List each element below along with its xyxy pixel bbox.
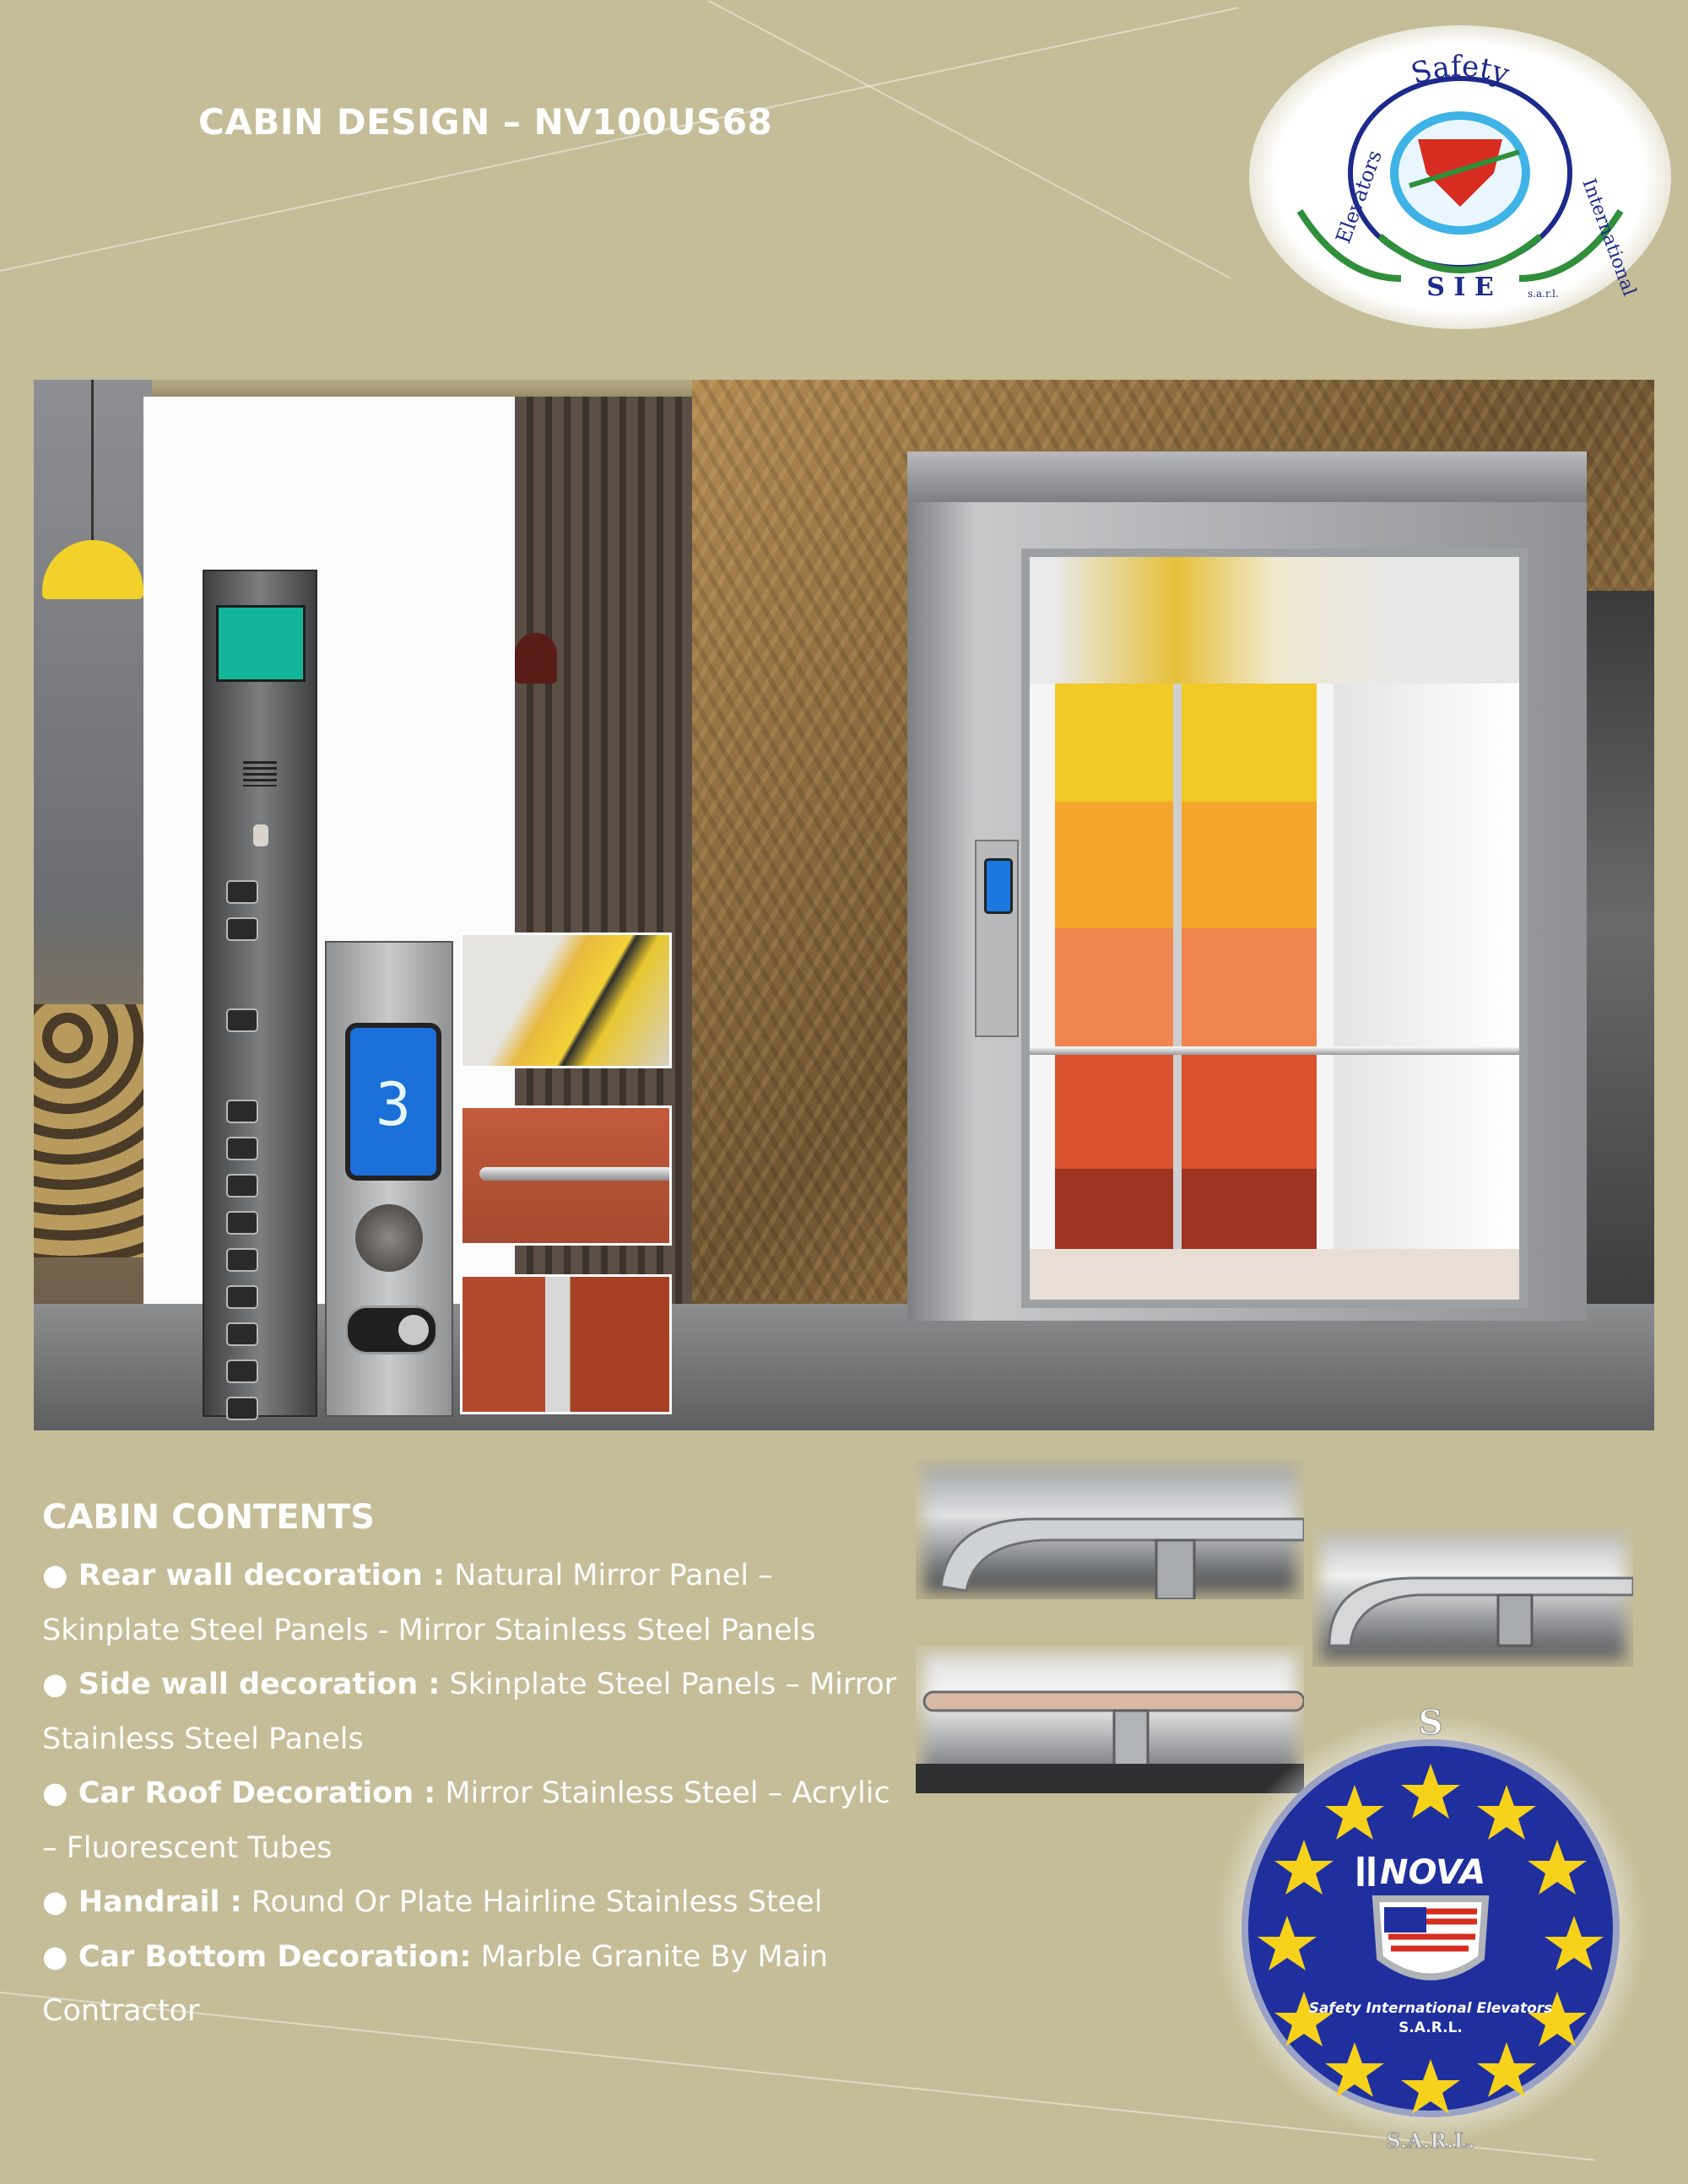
page-title: CABIN DESIGN – NV100US68: [198, 101, 773, 143]
elevator-cabin: [1021, 549, 1528, 1308]
wall-panel-yellow: [1055, 684, 1317, 802]
item-text: Natural Mirror Panel – Skinplate Steel Panels - Mirror Stainless Steel Panels: [42, 1559, 816, 1647]
cop-button: [226, 917, 258, 941]
item-label: Car Roof Decoration :: [78, 1776, 436, 1810]
hero-collage: [34, 380, 1654, 1430]
bullet: ●: [42, 1668, 68, 1701]
cop-button: [226, 1322, 258, 1346]
item-label: Rear wall decoration :: [78, 1559, 445, 1592]
nova-badge-logo: [1215, 1705, 1654, 2152]
item-text: Marble Granite By Main Contractor: [42, 1939, 828, 2028]
bullet: ●: [42, 1776, 68, 1810]
wall-panel-amber: [1055, 802, 1317, 928]
wall-corner-detail-photo: [460, 1274, 672, 1414]
cabin-contents: [42, 1498, 903, 2039]
ceiling-detail-photo: [460, 933, 672, 1068]
cop-button: [226, 880, 258, 904]
cabin-side-wall: [1334, 684, 1519, 1266]
item-text: Mirror Stainless Steel – Acrylic – Fluorescent Tubes: [42, 1776, 890, 1865]
contents-item: [42, 1549, 903, 1657]
emblem-plate: [355, 1204, 423, 1272]
speaker-grille: [243, 761, 277, 787]
bullet: ●: [42, 1885, 68, 1919]
item-text: Skinplate Steel Panels – Mirror Stainless Steel Panels: [42, 1668, 897, 1756]
item-label: Car Bottom Decoration:: [78, 1939, 472, 1974]
key-switch: [253, 824, 268, 846]
logo-suffix: s.a.r.l.: [1528, 288, 1559, 300]
floor-display: [345, 1023, 441, 1181]
cabin-contents-title: CABIN CONTENTS: [42, 1498, 376, 1537]
background-line: [708, 0, 1231, 278]
cop-button: [226, 1360, 258, 1383]
contents-item: [42, 1875, 903, 1930]
svg-text:Safety: [1407, 50, 1513, 92]
cop-button: [226, 1174, 258, 1197]
handrail-detail-photo: [460, 1106, 672, 1246]
cop-display: [216, 605, 306, 682]
cop-button: [226, 1211, 258, 1235]
cop-button: [226, 1137, 258, 1160]
cop-button: [226, 1285, 258, 1309]
floor-number: 3: [375, 1070, 412, 1139]
logo-ring-text-top: Safety: [1407, 49, 1513, 92]
pendant-cord: [91, 380, 94, 540]
cabin-floor: [1030, 1249, 1519, 1300]
badge-brand: NOVA: [1380, 1853, 1486, 1892]
hall-call-panel: [975, 840, 1019, 1037]
badge-ring-top: S: [1418, 1705, 1443, 1743]
logo-ring-text-left: Elevators: [1331, 147, 1388, 247]
steel-mullion: [1173, 684, 1182, 1308]
cop-button: [226, 1397, 258, 1420]
cop-button: [226, 1248, 258, 1272]
handrail-image-curved: [916, 1460, 1304, 1599]
cop-button: [226, 1100, 258, 1123]
item-text: Round Or Plate Hairline Stainless Steel: [241, 1885, 823, 1919]
red-pendant-lamp: [515, 633, 557, 684]
cop-button: [226, 1008, 258, 1032]
contents-item: [42, 1657, 903, 1766]
item-label: Handrail :: [78, 1885, 242, 1919]
handrail-image-bent: [1312, 1527, 1633, 1667]
landing-operating-panel: [325, 941, 453, 1417]
logo-ring-text-right: International: [1577, 176, 1640, 300]
contents-item: [42, 1766, 903, 1875]
elevator-portal-header: [907, 451, 1587, 502]
item-label: Side wall decoration :: [78, 1668, 441, 1701]
bullet: ●: [42, 1559, 68, 1592]
contents-item: [42, 1930, 903, 2039]
cop-button-grid: [223, 875, 299, 1429]
badge-caption-1: Safety International Elevators: [1308, 2000, 1553, 2017]
car-operating-panel: [203, 570, 317, 1417]
cabin-ceiling: [1030, 557, 1519, 684]
call-button: [345, 1306, 438, 1354]
hexagon-tile-wall: [34, 1004, 143, 1257]
badge-ring-bottom: S.A.R.L.: [1386, 2128, 1475, 2152]
sie-logo: [1249, 25, 1671, 329]
logo-initials: S I E: [1426, 273, 1494, 302]
wall-panel-orange: [1055, 928, 1317, 1051]
wall-panel-red: [1055, 1051, 1317, 1169]
bullet: ●: [42, 1939, 68, 1974]
cabin-handrail: [1030, 1046, 1519, 1055]
badge-caption-2: S.A.R.L.: [1399, 2019, 1463, 2036]
